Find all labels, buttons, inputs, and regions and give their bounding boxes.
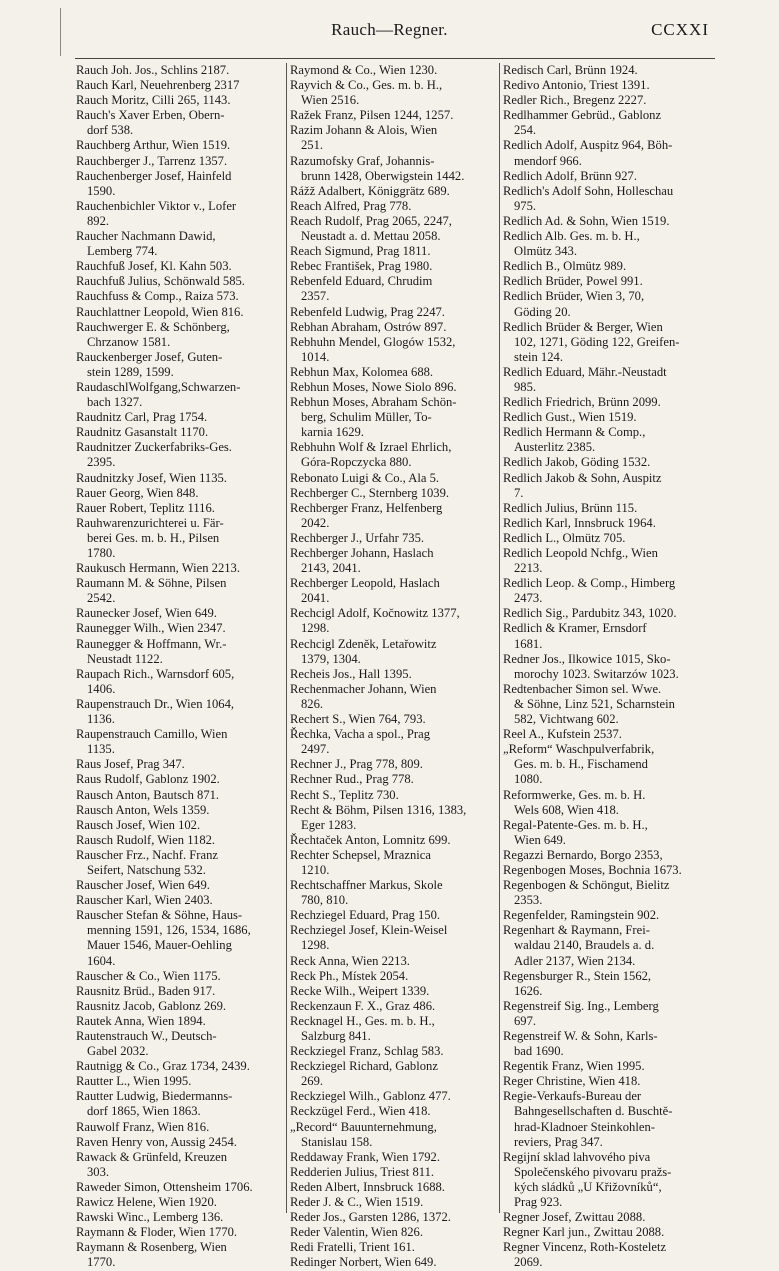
entry-line: Rausch Rudolf, Wien 1182. [76,832,216,847]
entry-line: Regenbogen & Schöngut, Bielitz [503,878,670,893]
entry-line: Redlich Leopold Nchfg., Wien [503,546,658,560]
entry-line: Redlich L., Olmütz 705. [503,530,626,545]
entry-line: Redlich Ad. & Sohn, Wien 1519. [503,213,670,228]
entry-continuation-line: dorf 538. [87,123,134,138]
entry-line: Rautter L., Wien 1995. [76,1074,192,1089]
entry-continuation-line: reviers, Prag 347. [514,1134,603,1149]
entry-line: Rauer Georg, Wien 848. [76,485,199,500]
entry-line: Reden Albert, Innsbruck 1688. [290,1179,445,1194]
entry-line: Raupach Rich., Warnsdorf 605, [76,666,235,681]
entry-line: Řechka, Vacha a spol., Prag [290,727,431,742]
entry-line: Redlich Friedrich, Brünn 2099. [503,395,661,410]
entry-continuation-line: 2143, 2041. [301,561,361,576]
entry-line: Rauwolf Franz, Wien 816. [76,1119,210,1134]
entry-line: Rauckenberger Josef, Guten- [76,349,223,364]
entry-line: Redlich Gust., Wien 1519. [503,410,637,425]
entry-line: Recheis Jos., Hall 1395. [290,666,412,681]
entry-continuation-line: 892. [87,213,110,228]
entry-line: Redlich Alb. Ges. m. b. H., [503,229,640,244]
entry-line: Raymond & Co., Wien 1230. [290,63,438,77]
entry-line: Rebhun Moses, Abraham Schön- [290,395,457,410]
entry-line: Rechcigl Zdeněk, Letařowitz [290,636,437,651]
entry-line: Redlich B., Olmütz 989. [503,259,627,274]
entry-line: Rawicz Helene, Wien 1920. [76,1195,217,1210]
entry-line: Redlich Brüder & Berger, Wien [503,319,663,334]
entry-line: Redlich Leop. & Comp., Himberg [503,576,676,591]
entry-continuation-line: Olmütz 343. [514,244,577,259]
entry-line: Raupenstrauch Dr., Wien 1064, [76,696,235,711]
entry-continuation-line: 1136. [87,712,115,727]
entry-continuation-line: 2357. [301,289,330,304]
entry-line: Rauchberg Arthur, Wien 1519. [76,138,231,153]
entry-line: Rechberger C., Sternberg 1039. [290,485,450,500]
entry-line: Redivo Antonio, Triest 1391. [503,78,650,93]
entry-line: Reder Jos., Garsten 1286, 1372. [290,1210,451,1225]
entry-line: Redlich Jakob & Sohn, Auspitz [503,470,662,485]
entry-line: Redlich & Kramer, Ernsdorf [503,621,647,636]
entry-line: Ražek Franz, Pilsen 1244, 1257. [290,108,454,123]
entry-line: Rauch Joh. Jos., Schlins 2187. [76,63,230,77]
entry-continuation-line: waldau 2140, Braudels a. d. [514,938,655,953]
entry-continuation-line: 254. [514,123,537,138]
entry-line: Rebonato Luigi & Co., Ala 5. [290,470,440,485]
entry-continuation-line: 251. [301,138,324,153]
entry-line: Regner Vincenz, Roth-Kosteletz [503,1240,667,1255]
entry-line: Rechter Schepsel, Mraznica [290,847,431,862]
entry-line: Raus Rudolf, Gablonz 1902. [76,772,220,787]
entry-continuation-line: Wels 608, Wien 418. [514,802,619,817]
entry-continuation-line: 2473. [514,591,543,606]
entry-line: Redlich Adolf, Auspitz 964, Böh- [503,138,673,153]
entry-line: Regenstreif Sig. Ing., Lemberg [503,998,659,1013]
entry-line: „Record“ Bauunternehmung, [290,1119,437,1134]
entry-line: Raudnitzer Zuckerfabriks-Ges. [76,440,232,455]
entry-continuation-line: Společenského pivovaru pražs- [514,1164,672,1179]
entry-line: Rauchfuss & Comp., Raiza 573. [76,289,239,304]
entry-continuation-line: bach 1327. [87,395,143,410]
entry-line: Raunegger Wilh., Wien 2347. [76,621,226,636]
entry-line: Reger Christine, Wien 418. [503,1074,641,1089]
entry-line: Regijní sklad lahvového piva [503,1149,651,1164]
entry-line: Rebenfeld Ludwig, Prag 2247. [290,304,445,319]
entry-line: Raudnitz Gasanstalt 1170. [76,425,209,440]
entry-line: Rausch Josef, Wien 102. [76,817,201,832]
entry-line: Raudnitzky Josef, Wien 1135. [76,470,227,485]
entry-line: Reach Rudolf, Prag 2065, 2247, [290,213,452,228]
entry-line: Rechtschaffner Markus, Skole [290,878,443,893]
entry-line: Regenstreif W. & Sohn, Karls- [503,1029,658,1043]
entry-line: Rechenmacher Johann, Wien [290,681,437,696]
entry-continuation-line: 1298. [301,621,330,636]
entry-continuation-line: & Söhne, Linz 521, Scharnstein [514,696,675,711]
entry-line: Redlich's Adolf Sohn, Holleschau [503,183,674,198]
entry-line: Raymann & Floder, Wien 1770. [76,1225,238,1240]
entry-line: Raupenstrauch Camillo, Wien [76,727,228,742]
entry-line: Raus Josef, Prag 347. [76,757,185,772]
entry-line: Rauchenbichler Viktor v., Lofer [76,198,237,213]
entry-continuation-line: 1135. [87,742,115,757]
entry-line: Rechner J., Prag 778, 809. [290,757,423,772]
entry-line: Regal-Patente-Ges. m. b. H., [503,817,648,832]
entry-line: Rechberger Franz, Helfenberg [290,500,443,515]
entry-line: Rebenfeld Eduard, Chrudim [290,274,433,289]
entry-continuation-line: dorf 1865, Wien 1863. [87,1104,201,1119]
entry-line: Redler Rich., Bregenz 2227. [503,93,647,108]
entry-continuation-line: 1590. [87,183,116,198]
entry-continuation-line: Mauer 1546, Mauer-Oehling [87,938,232,953]
entry-line: Rauch Karl, Neuehrenberg 2317 [76,78,240,93]
entry-line: Raudnitz Carl, Prag 1754. [76,410,208,425]
entry-line: Redinger Norbert, Wien 649. [290,1255,437,1270]
entry-continuation-line: karnia 1629. [301,425,364,440]
entry-line: Rechberger Johann, Haslach [290,546,434,560]
entry-line: Redlich Julius, Brünn 115. [503,500,638,515]
entry-line: Raumann M. & Söhne, Pilsen [76,576,227,591]
entry-column-1 [76,63,288,1271]
entry-line: Rebhuhn Mendel, Glogów 1532, [290,334,456,349]
entry-line: Rauscher Josef, Wien 649. [76,878,210,893]
entry-continuation-line: 269. [301,1074,324,1089]
entry-continuation-line: 1210. [301,862,330,877]
entry-continuation-line: 1626. [514,983,543,998]
entry-line: Rausch Anton, Wels 1359. [76,802,210,817]
entry-line: Rechziegel Josef, Klein-Weisel [290,923,448,938]
entry-line: Rauch's Xaver Erben, Obern- [76,108,225,123]
entry-line: Rawack & Grünfeld, Kreuzen [76,1149,228,1164]
entry-continuation-line: 1780. [87,546,116,560]
entry-line: Rauer Robert, Teplitz 1116. [76,500,215,515]
entry-continuation-line: 2041. [301,591,330,606]
entry-line: Raucher Nachmann Dawid, [76,229,216,244]
entry-line: Reder Valentin, Wien 826. [290,1225,423,1240]
entry-line: Rechberger J., Urfahr 735. [290,530,425,545]
entry-line: Rauchfuß Julius, Schönwald 585. [76,274,245,289]
entry-continuation-line: 826. [301,696,324,711]
entry-line: Recknagel H., Ges. m. b. H., [290,1013,435,1028]
page-header [0,18,779,52]
entry-line: Raymann & Rosenberg, Wien [76,1240,227,1255]
entry-line: Regner Josef, Zwittau 2088. [503,1210,646,1225]
entry-line: Rautnigg & Co., Graz 1734, 2439. [76,1059,250,1074]
entry-continuation-line: Adler 2137, Wien 2134. [514,953,636,968]
entry-column-2 [290,63,502,1271]
entry-line: Rauscher Karl, Wien 2403. [76,893,213,908]
entry-line: Rautek Anna, Wien 1894. [76,1013,206,1028]
entry-continuation-line: brunn 1428, Oberwigstein 1442. [301,168,465,183]
running-title: Rauch—Regner. [331,20,448,39]
entry-line: Rebhan Abraham, Ostrów 897. [290,319,447,334]
entry-line: Recht S., Teplitz 730. [290,787,399,802]
entry-line: Reach Alfred, Prag 778. [290,198,412,213]
header-rule [75,58,715,59]
entry-line: Redner Jos., Ilkowice 1015, Sko- [503,651,671,666]
entry-continuation-line: Austerlitz 2385. [514,440,596,455]
entry-line: Rausnitz Brüd., Baden 917. [76,983,216,998]
entry-line: Redlich Karl, Innsbruck 1964. [503,515,656,530]
entry-continuation-line: 1406. [87,681,116,696]
entry-line: Reck Anna, Wien 2213. [290,953,410,968]
entry-continuation-line: 2069. [514,1255,543,1270]
entry-continuation-line: 303. [87,1164,110,1179]
entry-line: Rautter Ludwig, Biedermanns- [76,1089,233,1104]
entry-line: Reel A., Kufstein 2537. [503,727,622,742]
entry-line: Redlich Jakob, Göding 1532. [503,455,651,470]
entry-continuation-line: Wien 649. [514,832,566,847]
entry-line: Redlich Adolf, Brünn 927. [503,168,637,183]
entry-continuation-line: bad 1690. [514,1044,564,1059]
entry-continuation-line: 697. [514,1013,537,1028]
entry-continuation-line: 102, 1271, Göding 122, Greifen- [514,334,680,349]
entry-continuation-line: 7. [514,485,524,500]
entry-line: Raukusch Hermann, Wien 2213. [76,561,240,576]
entry-line: Regentik Franz, Wien 1995. [503,1059,645,1074]
entry-line: Redlich Eduard, Mähr.-Neustadt [503,364,667,379]
entry-continuation-line: Eger 1283. [301,817,357,832]
entry-line: Rauscher & Co., Wien 1175. [76,968,221,983]
entry-continuation-line: mendorf 966. [514,153,582,168]
entry-continuation-line: 1770. [87,1255,116,1270]
entry-continuation-line: Góra-Ropczycka 880. [301,455,412,470]
entry-line: Redisch Carl, Brünn 1924. [503,63,638,77]
entry-continuation-line: Prag 923. [514,1195,563,1210]
entry-continuation-line: 780, 810. [301,893,349,908]
entry-line: Rechberger Leopold, Haslach [290,576,440,591]
entry-continuation-line: kých sládků „U Křižovníků“, [514,1179,662,1194]
entry-line: Reach Sigmund, Prag 1811. [290,244,431,259]
entry-line: Reckziegel Wilh., Gablonz 477. [290,1089,451,1104]
entry-line: RaudaschlWolfgang,Schwarzen- [76,379,241,394]
entry-line: Rechner Rud., Prag 778. [290,772,414,787]
entry-line: Reder J. & C., Wien 1519. [290,1195,424,1210]
entry-continuation-line: Stanislau 158. [301,1134,373,1149]
entry-continuation-line: Neustadt 1122. [87,651,163,666]
entry-line: Rauhwarenzurichterei u. Fär- [76,515,224,530]
entry-continuation-line: Chrzanow 1581. [87,334,171,349]
entry-line: Raven Henry von, Aussig 2454. [76,1134,237,1149]
entry-continuation-line: 985. [514,379,537,394]
entry-line: Rausnitz Jacob, Gablonz 269. [76,998,227,1013]
entry-continuation-line: Neustadt a. d. Mettau 2058. [301,229,441,244]
entry-continuation-line: Göding 20. [514,304,571,319]
entry-line: Rauscher Stefan & Söhne, Haus- [76,908,243,923]
entry-line: Reckzügel Ferd., Wien 418. [290,1104,431,1119]
entry-line: Rauchwerger E. & Schönberg, [76,319,230,334]
entry-line: Redlich Hermann & Comp., [503,425,646,440]
entry-line: Reddaway Frank, Wien 1792. [290,1149,441,1164]
entry-line: Redi Fratelli, Trient 161. [290,1240,415,1255]
entry-continuation-line: 2042. [301,515,330,530]
entry-line: Regenhart & Raymann, Frei- [503,923,650,938]
entry-continuation-line: Salzburg 841. [301,1029,371,1043]
entry-line: Rausch Anton, Bautsch 871. [76,787,220,802]
entry-continuation-line: Gabel 2032. [87,1044,149,1059]
entry-line: Redderien Julius, Triest 811. [290,1164,435,1179]
entry-line: Rebec František, Prag 1980. [290,259,433,274]
entry-continuation-line: 2395. [87,455,116,470]
entry-line: Regenfelder, Ramingstein 902. [503,908,660,923]
entry-continuation-line: berei Ges. m. b. H., Pilsen [87,530,220,545]
entry-continuation-line: berg, Schulim Müller, To- [301,410,432,425]
entry-line: Reformwerke, Ges. m. b. H. [503,787,646,802]
entry-continuation-line: 1604. [87,953,116,968]
entry-line: Redlich Sig., Pardubitz 343, 1020. [503,606,677,621]
entry-continuation-line: Wien 2516. [301,93,360,108]
entry-line: Rážž Adalbert, Königgrätz 689. [290,183,450,198]
entry-line: Regensburger R., Stein 1562, [503,968,652,983]
entry-line: Redlich Brüder, Powel 991. [503,274,643,289]
entry-line: Raunegger & Hoffmann, Wr.- [76,636,227,651]
entry-continuation-line: Bahngesellschaften d. Buschtě- [514,1104,673,1119]
entry-continuation-line: 582, Vichtwang 602. [514,712,619,727]
entry-line: Řechtaček Anton, Lomnitz 699. [290,832,451,847]
entry-line: Rauchenberger Josef, Hainfeld [76,168,232,183]
entry-continuation-line: Ges. m. b. H., Fischamend [514,757,648,772]
entry-line: Rechcigl Adolf, Kočnowitz 1377, [290,606,460,621]
entry-continuation-line: morochy 1023. Switarzów 1023. [514,666,679,681]
entry-line: „Reform“ Waschpulverfabrik, [503,742,655,757]
entry-line: Rautenstrauch W., Deutsch- [76,1029,217,1043]
entry-line: Rawski Winc., Lemberg 136. [76,1210,224,1225]
entry-line: Rebhun Moses, Nowe Siolo 896. [290,379,457,394]
entry-line: Rebhuhn Wolf & Izrael Ehrlich, [290,440,452,455]
entry-line: Redlich Brüder, Wien 3, 70, [503,289,645,304]
entry-continuation-line: 1014. [301,349,330,364]
entry-line: Regner Karl jun., Zwittau 2088. [503,1225,665,1240]
entry-line: Raunecker Josef, Wien 649. [76,606,217,621]
entry-line: Rauscher Frz., Nachf. Franz [76,847,218,862]
entry-line: Regazzi Bernardo, Borgo 2353, [503,847,663,862]
entry-line: Redtenbacher Simon sel. Wwe. [503,681,662,696]
entry-line: Recke Wilh., Weipert 1339. [290,983,430,998]
entry-continuation-line: 1080. [514,772,543,787]
entry-column-3 [503,63,715,1271]
entry-continuation-line: 2542. [87,591,116,606]
entry-line: Regie-Verkaufs-Bureau der [503,1089,642,1104]
entry-continuation-line: 975. [514,198,537,213]
entry-line: Redlhammer Gebrüd., Gablonz [503,108,662,123]
entry-continuation-line: menning 1591, 126, 1534, 1686, [87,923,251,938]
entry-continuation-line: stein 1289, 1599. [87,364,174,379]
entry-line: Recht & Böhm, Pilsen 1316, 1383, [290,802,467,817]
entry-line: Rauchberger J., Tarrenz 1357. [76,153,228,168]
entry-line: Rauchlattner Leopold, Wien 816. [76,304,244,319]
entry-line: Razumofsky Graf, Johannis- [290,153,435,168]
entry-line: Rechert S., Wien 764, 793. [290,712,426,727]
entry-continuation-line: 1681. [514,636,543,651]
entry-line: Rechziegel Eduard, Prag 150. [290,908,441,923]
entry-line: Reckziegel Franz, Schlag 583. [290,1044,444,1059]
page-number: CCXXI [651,20,709,39]
entry-line: Reckziegel Richard, Gablonz [290,1059,438,1074]
entry-continuation-line: 1379, 1304. [301,651,361,666]
entry-line: Rauch Moritz, Cilli 265, 1143. [76,93,231,108]
entry-line: Rayvich & Co., Ges. m. b. H., [290,78,443,93]
entry-continuation-line: 1298. [301,938,330,953]
entry-line: Reckenzaun F. X., Graz 486. [290,998,436,1013]
entry-line: Raweder Simon, Ottensheim 1706. [76,1179,253,1194]
entry-line: Razim Johann & Alois, Wien [290,123,438,138]
entry-continuation-line: 2497. [301,742,330,757]
entry-line: Rauchfuß Josef, Kl. Kahn 503. [76,259,232,274]
entry-continuation-line: hrad-Kladnoer Steinkohlen- [514,1119,655,1134]
entry-line: Rebhun Max, Kolomea 688. [290,364,434,379]
entry-line: Regenbogen Moses, Bochnia 1673. [503,862,682,877]
entry-continuation-line: Seifert, Natschung 532. [87,862,206,877]
entry-line: Reck Ph., Místek 2054. [290,968,409,983]
entry-continuation-line: Lemberg 774. [87,244,158,259]
entry-continuation-line: 2353. [514,893,543,908]
entry-continuation-line: stein 124. [514,349,563,364]
entry-continuation-line: 2213. [514,561,543,576]
